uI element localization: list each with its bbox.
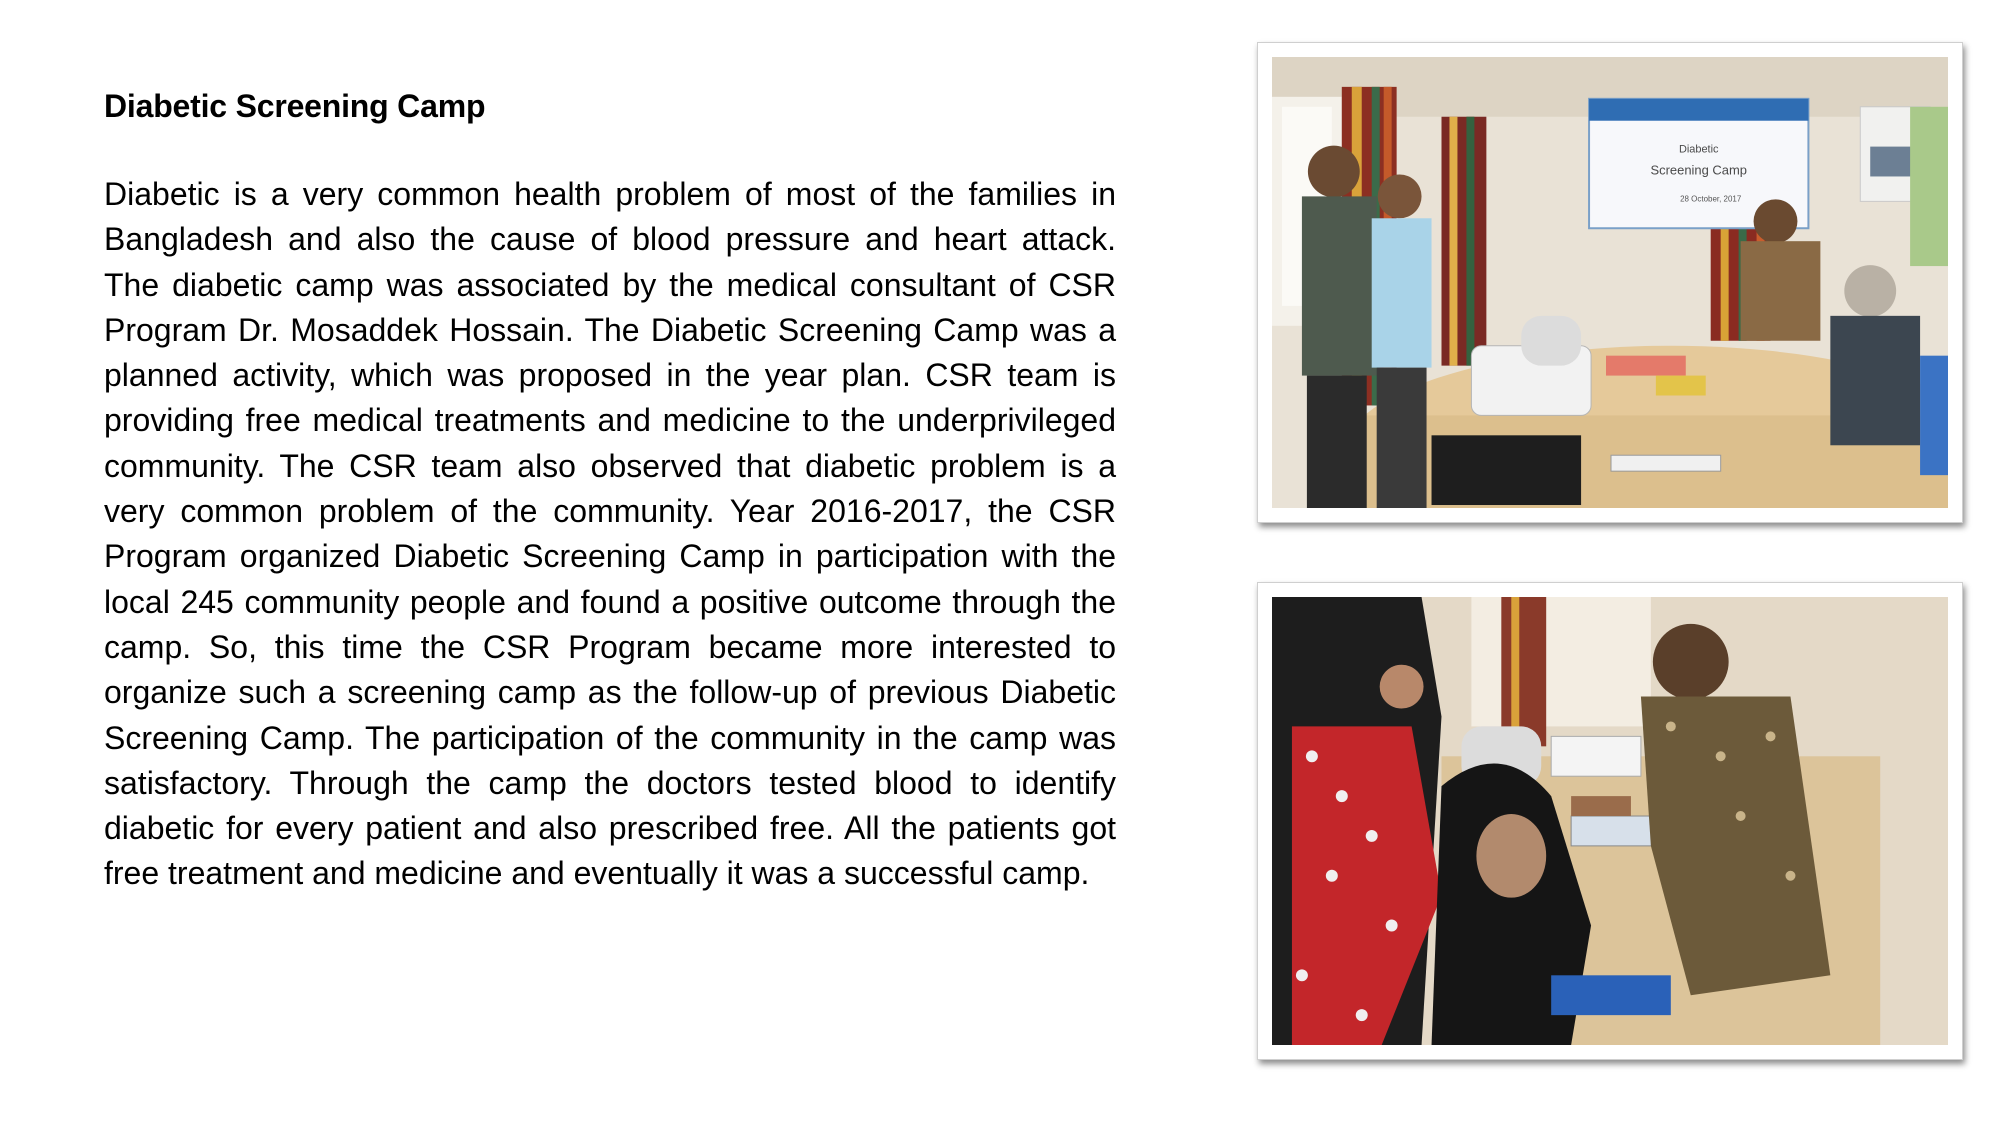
photo-blood-test-illustration xyxy=(1272,597,1948,1045)
page-title: Diabetic Screening Camp xyxy=(104,88,486,124)
photo-blood-test xyxy=(1257,582,1963,1060)
photo-screening-team xyxy=(1257,42,1963,523)
body-paragraph: Diabetic is a very common health problem of most of the families in Bangladesh and also the cause of blood pressure and heart attack. The diabetic camp was associated by the medical consultant of CSR Program Dr. Mosaddek Hossain. The Diabetic Screening Camp was a planned activity, which was proposed in the year plan. CSR team is providing free medical treatments and medicine to the underprivileged community. The CSR team also observed that diabetic problem is a very common problem of the community. Year 2016-2017, the CSR Program organized Diabetic Screening Camp in participation with the local 245 community people and found a positive outcome through the camp. So, this time the CSR Program became more interested to organize such a screening camp as the follow-up of previous Diabetic Screening Camp. The participation of the community in the camp was satisfactory. Through the camp the doctors tested blood to identify diabetic for every patient and also prescribed free. All the patients got free treatment and medicine and eventually it was a successful camp. xyxy=(104,176,1116,892)
photo-screening-team-image xyxy=(1272,57,1948,508)
text-block xyxy=(104,82,1116,897)
banner-date: 28 October, 2017 xyxy=(1680,194,1742,204)
photo-blood-test-image xyxy=(1272,597,1948,1045)
banner-line2: Screening Camp xyxy=(1650,162,1747,178)
photo-screening-team-illustration xyxy=(1272,57,1948,508)
banner-line1: Diabetic xyxy=(1678,143,1719,156)
